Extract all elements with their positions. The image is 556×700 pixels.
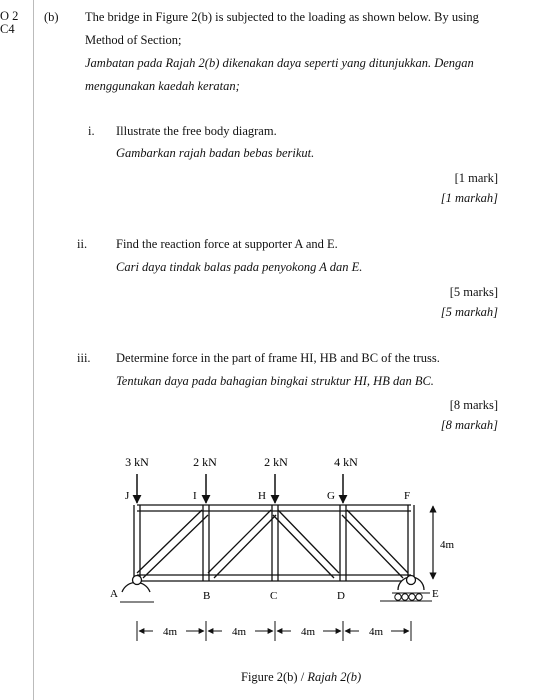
question-ii-en: Find the reaction force at supporter A and E.	[116, 237, 338, 251]
question-number: O 2	[0, 9, 19, 23]
span-label-3: 4m	[300, 626, 316, 638]
part-label: (b)	[44, 10, 59, 24]
node-C: C	[270, 590, 278, 602]
node-B: B	[203, 590, 211, 602]
course-outcome: C4	[0, 22, 15, 36]
question-iii-mark: [8 marks]	[449, 398, 498, 412]
span-label-2: 4m	[231, 626, 247, 638]
figure-caption-en: Figure 2(b) /	[241, 670, 308, 684]
node-I: I	[193, 490, 197, 502]
truss-members	[134, 505, 414, 581]
question-iii-en: Determine force in the part of frame HI, HB and BC of the truss.	[116, 351, 440, 365]
load-label-2: 2 kN	[193, 455, 217, 469]
question-i-number: i.	[88, 124, 95, 138]
question-i-ms: Gambarkan rajah badan bebas berikut.	[116, 146, 315, 160]
intro-en-line2: Method of Section;	[85, 33, 182, 47]
question-i-en: Illustrate the free body diagram.	[116, 124, 277, 138]
question-iii-markah: [8 markah]	[440, 418, 498, 432]
question-ii-markah: [5 markah]	[440, 305, 498, 319]
load-label-3: 2 kN	[264, 455, 288, 469]
question-i-mark: [1 mark]	[454, 171, 498, 185]
figure-caption	[241, 669, 361, 685]
intro-en-line1: The bridge in Figure 2(b) is subjected to the loading as shown below. By using	[85, 10, 479, 24]
node-A: A	[110, 588, 118, 600]
node-D: D	[337, 590, 345, 602]
question-i-markah: [1 markah]	[440, 191, 498, 205]
question-iii-ms: Tentukan daya pada bahagian bingkai struktur HI, HB dan BC.	[116, 374, 434, 388]
node-F: F	[404, 490, 411, 502]
intro-ms-line1: Jambatan pada Rajah 2(b) dikenakan daya seperti yang ditunjukkan. Dengan	[85, 56, 474, 70]
node-G: G	[327, 490, 335, 502]
span-label-1: 4m	[162, 626, 178, 638]
node-H: H	[258, 490, 266, 502]
question-ii-ms: Cari daya tindak balas pada penyokong A dan E.	[116, 260, 363, 274]
roller-support-e	[380, 576, 432, 602]
question-ii-number: ii.	[77, 237, 88, 251]
pin-support-a	[120, 576, 154, 603]
load-label-1: 3 kN	[125, 455, 149, 469]
intro-ms-line2: menggunakan kaedah keratan;	[85, 79, 240, 93]
height-label: 4m	[440, 539, 455, 551]
question-iii-number: iii.	[77, 351, 91, 365]
figure-caption-ms: Rajah 2(b)	[307, 670, 362, 684]
span-label-4: 4m	[368, 626, 384, 638]
load-label-4: 4 kN	[334, 455, 358, 469]
question-ii-mark: [5 marks]	[449, 285, 498, 299]
node-J: J	[125, 490, 130, 502]
node-E: E	[432, 588, 439, 600]
